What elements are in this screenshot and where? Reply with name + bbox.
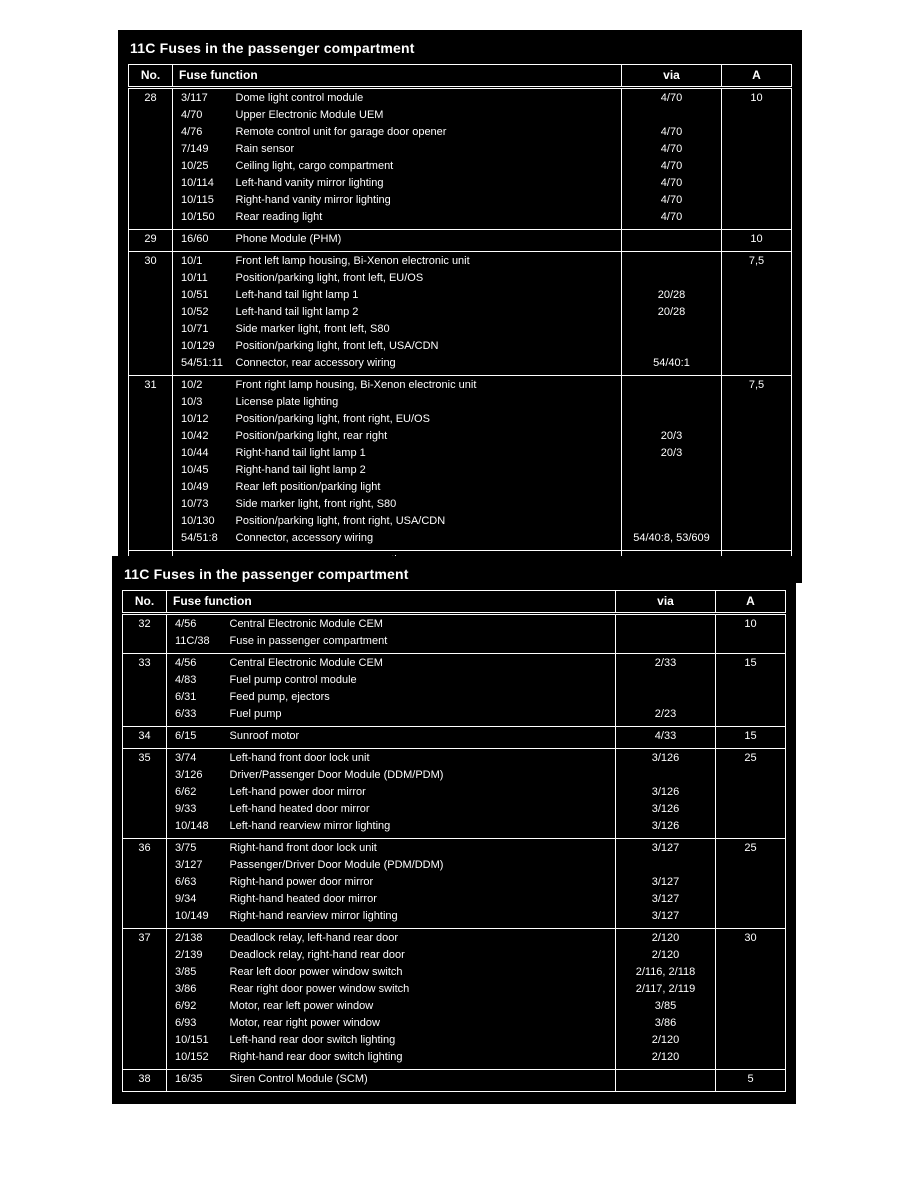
component-description-cell: Right-hand heated door mirror [229,893,377,905]
component-code-cell: 10/1 [173,252,231,271]
component-description-cell: Fuse in passenger compartment [229,635,388,647]
component-code-cell: 7/149 [181,143,209,155]
component-code-cell: 10/52 [181,306,209,318]
fuse-line [123,947,786,964]
component-description-cell: Ceiling light, cargo compartment [235,160,394,172]
via-cell [616,689,716,706]
fuse-line [129,124,792,141]
component-code-cell: 10/130 [181,515,215,527]
component-description-cell: Side marker light, front right, S80 [235,498,397,510]
via-cell [622,252,722,271]
component-description-cell: Rain sensor [235,143,295,155]
fuse-number-cell: 29 [129,230,173,252]
fuse-line [123,749,786,768]
component-description-cell: Left-hand tail light lamp 2 [235,306,359,318]
via-cell [622,394,722,411]
fuse-line [123,1070,786,1092]
via-cell [616,614,716,634]
fuse-line [129,462,792,479]
fuse-number-cell: 33 [123,654,167,727]
fuse-line [123,929,786,948]
component-description-cell: Left-hand vanity mirror lighting [235,177,384,189]
component-description-cell: Rear right door power window switch [229,983,410,995]
component-code-cell: 4/76 [181,126,203,138]
fuse-number-cell: 38 [123,1070,167,1092]
component-description-cell: Right-hand power door mirror [229,876,374,888]
fuse-line [123,706,786,727]
fuse-number-cell: 34 [123,727,167,749]
column-header-function: Fuse function [173,65,622,88]
fuse-line [123,874,786,891]
column-header-no: No. [129,65,173,88]
fuse-line [123,839,786,858]
component-code-cell: 6/62 [175,786,197,798]
fuse-line [129,270,792,287]
component-description-cell: Position/parking light, front right, EU/OS [235,413,430,425]
component-code-cell: 10/149 [175,910,209,922]
component-description-cell: Front right lamp housing, Bi-Xenon electronic unit [231,376,622,395]
component-description-cell: Position/parking light, front right, USA/CDN [235,515,446,527]
via-cell: 20/28 [622,287,722,304]
via-cell: 3/126 [616,784,716,801]
component-description-cell: Left-hand front door lock unit [225,749,616,768]
component-description-cell: Rear left door power window switch [229,966,403,978]
fuse-line [129,355,792,376]
amperage-cell: 25 [716,749,786,839]
component-description-cell: Left-hand heated door mirror [229,803,370,815]
via-cell: 3/126 [616,801,716,818]
fuse-line [123,981,786,998]
fuse-number-cell: 32 [123,614,167,654]
component-code-cell: 9/33 [175,803,197,815]
via-cell [616,857,716,874]
via-cell [622,107,722,124]
fuse-line [123,727,786,749]
via-cell: 4/70 [622,88,722,108]
component-description-cell: Side marker light, front left, S80 [235,323,390,335]
component-code-cell: 10/151 [175,1034,209,1046]
via-cell [622,376,722,395]
column-header-no: No. [123,591,167,614]
via-cell [622,411,722,428]
component-code-cell: 3/127 [175,859,203,871]
via-cell: 2/116, 2/118 [616,964,716,981]
component-code-cell: 16/60 [173,230,231,252]
via-cell: 2/33 [616,654,716,673]
via-cell: 4/33 [616,727,716,749]
fuse-table-panel [118,30,802,583]
amperage-cell: 15 [716,654,786,727]
component-description-cell: Dome light control module [231,88,622,108]
via-cell: 54/40:1 [622,355,722,376]
component-code-cell: 10/73 [181,498,209,510]
component-code-cell: 9/34 [175,893,197,905]
component-code-cell: 4/56 [167,614,225,634]
via-cell: 3/126 [616,749,716,768]
component-code-cell: 10/45 [181,464,209,476]
component-description-cell: Rear left position/parking light [235,481,381,493]
component-description-cell: Position/parking light, rear right [235,430,388,442]
component-description-cell: Motor, rear left power window [229,1000,374,1012]
via-cell: 4/70 [622,192,722,209]
component-code-cell: 3/85 [175,966,197,978]
fuse-line [129,513,792,530]
amperage-cell: 25 [716,839,786,929]
fuse-table [122,590,786,1092]
fuse-line [123,767,786,784]
fuse-line [123,1049,786,1070]
via-cell: 4/70 [622,209,722,230]
via-cell: 4/70 [622,124,722,141]
via-cell [622,513,722,530]
fuse-line [129,88,792,108]
via-cell: 20/3 [622,445,722,462]
fuse-line [129,209,792,230]
amperage-cell: 30 [716,929,786,1070]
fuse-line [129,230,792,252]
via-cell: 4/70 [622,158,722,175]
component-description-cell: Phone Module (PHM) [231,230,622,252]
component-description-cell: Right-hand vanity mirror lighting [235,194,391,206]
via-cell: 4/70 [622,175,722,192]
fuse-line [123,784,786,801]
fuse-line [129,496,792,513]
fuse-line [123,818,786,839]
component-code-cell: 10/42 [181,430,209,442]
component-code-cell: 54/51:8 [181,532,218,544]
fuse-line [123,857,786,874]
fuse-number-cell: 36 [123,839,167,929]
component-code-cell: 10/152 [175,1051,209,1063]
component-code-cell: 3/117 [173,88,231,108]
fuse-line [129,530,792,551]
component-code-cell: 10/129 [181,340,215,352]
via-cell: 3/127 [616,891,716,908]
via-cell [622,270,722,287]
fuse-number-cell: 30 [129,252,173,376]
component-code-cell: 10/44 [181,447,209,459]
fuse-line [129,192,792,209]
fuse-line [129,445,792,462]
component-code-cell: 10/115 [181,194,214,206]
fuse-number-cell: 28 [129,88,173,230]
column-header-via: via [616,591,716,614]
via-cell [622,230,722,252]
component-description-cell: Central Electronic Module CEM [225,614,616,634]
via-cell: 2/23 [616,706,716,727]
component-description-cell: Rear reading light [235,211,323,223]
component-description-cell: Remote control unit for garage door opener [235,126,447,138]
component-description-cell: Driver/Passenger Door Module (DDM/PDM) [229,769,444,781]
component-description-cell: Position/parking light, front left, EU/OS [235,272,424,284]
component-code-cell: 3/126 [175,769,203,781]
component-description-cell: Passenger/Driver Door Module (PDM/DDM) [229,859,444,871]
fuse-line [129,428,792,445]
fuse-line [129,304,792,321]
component-code-cell: 4/83 [175,674,197,686]
via-cell: 20/3 [622,428,722,445]
via-cell: 2/120 [616,947,716,964]
fuse-line [129,376,792,395]
component-description-cell: Central Electronic Module CEM [225,654,616,673]
component-code-cell: 4/70 [181,109,203,121]
component-description-cell: Connector, accessory wiring [235,532,374,544]
via-cell [622,338,722,355]
via-cell [622,496,722,513]
component-description-cell: Motor, rear right power window [229,1017,380,1029]
component-description-cell: Fuel pump [229,708,282,720]
component-code-cell: 3/74 [167,749,225,768]
component-code-cell: 11C/38 [175,635,210,647]
via-cell [616,633,716,654]
fuse-table-panel [112,556,796,1104]
component-code-cell: 6/63 [175,876,197,888]
component-description-cell: Deadlock relay, left-hand rear door [225,929,616,948]
via-cell [622,479,722,496]
fuse-line [123,1015,786,1032]
fuse-line [123,633,786,654]
component-code-cell: 6/92 [175,1000,197,1012]
component-code-cell: 10/3 [181,396,203,408]
via-cell: 3/86 [616,1015,716,1032]
component-description-cell: Left-hand rearview mirror lighting [229,820,391,832]
via-cell [622,321,722,338]
component-code-cell: 10/148 [175,820,209,832]
component-description-cell: Position/parking light, front left, USA/CDN [235,340,439,352]
fuse-line [129,479,792,496]
component-code-cell: 10/150 [181,211,215,223]
component-code-cell: 10/71 [181,323,209,335]
component-description-cell: License plate lighting [235,396,339,408]
fuse-line [129,107,792,124]
via-cell [616,767,716,784]
fuse-line [123,801,786,818]
header-row [129,65,792,88]
column-header-amps: A [722,65,792,88]
via-cell: 3/126 [616,818,716,839]
column-header-amps: A [716,591,786,614]
fuse-number-cell: 37 [123,929,167,1070]
component-code-cell: 6/31 [175,691,197,703]
fuse-line [123,964,786,981]
fuse-line [123,689,786,706]
component-description-cell: Right-hand rearview mirror lighting [229,910,398,922]
component-code-cell: 2/139 [175,949,203,961]
component-description-cell: Fuel pump control module [229,674,357,686]
fuse-line [123,654,786,673]
component-description-cell: Right-hand front door lock unit [225,839,616,858]
component-description-cell: Right-hand tail light lamp 1 [235,447,366,459]
component-description-cell: Right-hand tail light lamp 2 [235,464,366,476]
header-row [123,591,786,614]
fuse-number-cell: 31 [129,376,173,551]
component-code-cell: 16/35 [167,1070,225,1092]
component-code-cell: 3/86 [175,983,197,995]
fuse-line [129,321,792,338]
fuse-table [128,64,792,571]
via-cell: 20/28 [622,304,722,321]
via-cell: 3/85 [616,998,716,1015]
via-cell [616,672,716,689]
via-cell: 3/127 [616,839,716,858]
component-code-cell: 4/56 [167,654,225,673]
fuse-line [123,891,786,908]
fuse-number-cell: 35 [123,749,167,839]
component-code-cell: 10/49 [181,481,209,493]
component-description-cell: Upper Electronic Module UEM [235,109,384,121]
amperage-cell: 7,5 [722,252,792,376]
via-cell: 54/40:8, 53/609 [622,530,722,551]
table-title: 11C Fuses in the passenger compartment [124,566,409,582]
via-cell [616,1070,716,1092]
amperage-cell: 5 [716,1070,786,1092]
component-code-cell: 54/51:11 [181,357,224,369]
via-cell: 2/120 [616,929,716,948]
fuse-line [129,158,792,175]
via-cell: 2/117, 2/119 [616,981,716,998]
via-cell: 2/120 [616,1032,716,1049]
amperage-cell: 10 [716,614,786,654]
component-description-cell: Sunroof motor [225,727,616,749]
amperage-cell: 10 [722,230,792,252]
amperage-cell: 7,5 [722,376,792,551]
fuse-line [129,287,792,304]
component-code-cell: 6/15 [167,727,225,749]
column-header-function: Fuse function [167,591,616,614]
fuse-line [123,998,786,1015]
fuse-line [129,411,792,428]
amperage-cell: 10 [722,88,792,230]
component-code-cell: 6/93 [175,1017,197,1029]
component-description-cell: Right-hand rear door switch lighting [229,1051,403,1063]
component-description-cell: Front left lamp housing, Bi-Xenon electronic unit [231,252,622,271]
component-code-cell: 3/75 [167,839,225,858]
fuse-line [123,908,786,929]
component-code-cell: 10/51 [181,289,209,301]
component-code-cell: 10/11 [181,272,208,284]
component-code-cell: 6/33 [175,708,197,720]
component-code-cell: 2/138 [167,929,225,948]
fuse-line [129,175,792,192]
table-title: 11C Fuses in the passenger compartment [130,40,415,56]
fuse-line [123,1032,786,1049]
fuse-line [129,141,792,158]
fuse-line [129,338,792,355]
component-code-cell: 10/25 [181,160,209,172]
fuse-line [129,252,792,271]
via-cell: 3/127 [616,908,716,929]
amperage-cell: 15 [716,727,786,749]
component-description-cell: Left-hand rear door switch lighting [229,1034,396,1046]
via-cell [622,462,722,479]
component-code-cell: 10/2 [173,376,231,395]
component-description-cell: Connector, rear accessory wiring [235,357,396,369]
component-description-cell: Siren Control Module (SCM) [225,1070,616,1092]
fuse-line [129,394,792,411]
column-header-via: via [622,65,722,88]
component-description-cell: Left-hand power door mirror [229,786,366,798]
component-code-cell: 10/114 [181,177,214,189]
via-cell: 3/127 [616,874,716,891]
component-description-cell: Left-hand tail light lamp 1 [235,289,359,301]
fuse-line [123,614,786,634]
via-cell: 2/120 [616,1049,716,1070]
component-code-cell: 10/12 [181,413,209,425]
component-description-cell: Feed pump, ejectors [229,691,330,703]
via-cell: 4/70 [622,141,722,158]
fuse-line [123,672,786,689]
component-description-cell: Deadlock relay, right-hand rear door [229,949,405,961]
